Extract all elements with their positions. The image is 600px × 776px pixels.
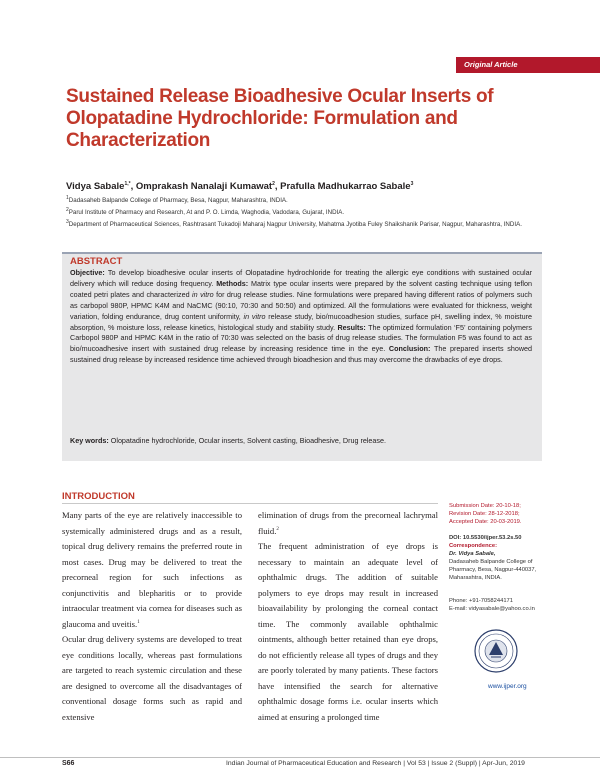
keywords-text: Olopatadine hydrochloride, Ocular inserts, Solvent casting, Bioadhesive, Drug release. (110, 436, 387, 445)
journal-website-link[interactable]: www.ijper.org (488, 683, 527, 690)
correspondent-address: Dadasaheb Balpande College of Pharmacy, Besa, Nagpur-440037, Maharashtra, INDIA. (449, 559, 537, 581)
author-name: Vidya Sabale (66, 181, 125, 192)
affiliation-number: 1 (66, 194, 69, 201)
section-divider (62, 503, 438, 504)
conclusion-text: The prepared inserts showed sustained drug release by increased residence time achieved through bioadhesion and thus may overcome the drawbacks of eye drops. (70, 344, 533, 365)
affiliation (66, 220, 546, 231)
methods-label: Methods: (216, 278, 249, 288)
methods-text: release study, bio/mucoadhesion studies, surface pH, swelling index, % moisture absorption, % moisture loss, release kinetics, histological study and stability study. (70, 311, 533, 332)
affiliation (66, 208, 546, 219)
introduction-heading: INTRODUCTION (62, 491, 135, 502)
page-number: S66 (62, 760, 75, 767)
citation-marker: 1 (137, 619, 140, 625)
author-affil-marker: 1,* (124, 180, 131, 187)
correspondent-email[interactable]: E-mail: vidyasabale@yahoo.co.in (449, 606, 535, 612)
affiliation-number: 3 (66, 218, 69, 225)
author-list: Vidya Sabale$^{1,*}$, Omprakash Nanalaji Kumawat$^2$, Prafulla Madhukarrao Sabale$^3$ (66, 180, 414, 192)
keywords (70, 436, 532, 447)
correspondent-phone: Phone: +91-7058244171 (449, 598, 513, 604)
citation-marker: 2 (276, 526, 279, 532)
revision-date: Revision Date: 28-12-2018; (449, 511, 520, 517)
body-column-left (62, 508, 242, 725)
keywords-label: Key words: (70, 436, 109, 445)
body-paragraph: Ocular drug delivery systems are developed to treat eye conditions locally, whereas past formulations are targeted to reach systemic circulation and these are designed to overcome all the disadvantages of conventional dosage forms such as rapid and extensive (62, 634, 242, 722)
submission-date: Submission Date: 20-10-18; (449, 503, 521, 509)
accepted-date: Accepted Date: 20-03-2019. (449, 519, 522, 525)
footer-divider (0, 757, 600, 758)
paper-title: Sustained Release Bioadhesive Ocular Inserts of Olopatadine Hydrochloride: Formulation and Characterization (66, 86, 494, 151)
body-paragraph: The frequent administration of eye drops is necessary to maintain an adequate level of ophthalmic drugs. The addition of suitable polymers to eye drops may result in increased bioavailability by prolonging the corneal contact time. The commonly available ophthalmic ointments, although better retained than eye drops, do not efficiently release all types of drugs and they are poorly tolerated by many patients. These factors have intensified the search for alternative ophthalmic dosage forms i.e. ocular inserts which aimed at ensuring a prolonged time (258, 541, 438, 722)
body-paragraph (62, 508, 242, 632)
objective-text: To develop bioadhesive ocular inserts of Olopatadine hydrochloride for treating the allergic eye conditions with sustained ocular delivery which will reduce dosing frequency. (70, 268, 533, 288)
affiliation-text: Department of Pharmaceutical Sciences, Rashtrasant Tukadoji Maharaj Nagpur University, Mahatma Jyotiba Fuley Shaikshanik Parisar, Nagpur, Maharashtra, INDIA. (68, 221, 522, 228)
affiliation (66, 196, 546, 207)
paragraph-text: Many parts of the eye are relatively inaccessible to systemically administered drugs and as a result, topical drug delivery remains the preferred route in most cases. Drug may be delivered to treat the precorneal region for such infections as conjunctivitis and blepharitis or to provide intraocular treatment via cornea for diseases such as glaucoma and uveitis. (62, 510, 242, 629)
body-column-right (258, 508, 438, 725)
affiliation-text: Parul Institute of Pharmacy and Research, At and P. O. Limda, Waghodia, Vadodara, Gujarat, INDIA. (68, 209, 345, 216)
abstract-heading: ABSTRACT (70, 256, 123, 267)
methods-text: Matrix type ocular inserts were prepared by the solvent casting technique using teflon coated petri plates and characterized (70, 278, 532, 299)
methods-italic: in vitro (243, 311, 266, 321)
objective-label: Objective: (70, 268, 105, 277)
body-paragraph (258, 508, 438, 539)
affiliation-text: Dadasaheb Balpande College of Pharmacy, Besa, Nagpur, Maharashtra, INDIA. (68, 197, 288, 204)
results-label: Results: (337, 322, 366, 332)
author-affil-marker: 3 (410, 180, 414, 187)
journal-seal-logo (474, 629, 518, 673)
affiliation-number: 2 (66, 206, 69, 213)
author-name: Omprakash Nanalaji Kumawat (135, 181, 273, 192)
correspondence-label: Correspondence: (449, 543, 497, 549)
results-text: The optimized formulation ‘F5’ containing polymers Carbopol 980P and HPMC K4M in the ratio of 70:30 was selected on the basis of drug release studies. The formulation F5 was found to act as bio/mucoadhesive insert with sustained drug release by increasing residence time in the eye. (70, 322, 532, 354)
author-affil-marker: 2 (272, 180, 275, 187)
journal-citation: Indian Journal of Pharmaceutical Education and Research | Vol 53 | Issue 2 (Suppl) | Apr-Jun, 2019 (226, 760, 525, 767)
author-name: Prafulla Madhukarrao Sabale (280, 181, 411, 192)
article-type-badge: Original Article (456, 57, 600, 73)
methods-text: for drug release studies. Nine formulations were prepared having different ratios of polymers such as carbopol 980P, HPMC K4M and NaCMC (90:10, 70:30 and 50:50) and optimized. All the formulations were evaluated for thickness, weight variation, folding endurance, drug content uniformity, (70, 289, 533, 321)
paragraph-text: elimination of drugs from the precorneal lachrymal fluid. (258, 510, 438, 536)
conclusion-label: Conclusion: (388, 344, 431, 354)
correspondent-name: Dr. Vidya Sabale, (449, 551, 496, 557)
abstract-body (70, 268, 532, 366)
methods-italic: in vitro (192, 289, 214, 299)
doi[interactable]: DOI: 10.5530/ijper.53.2s.50 (449, 535, 522, 541)
